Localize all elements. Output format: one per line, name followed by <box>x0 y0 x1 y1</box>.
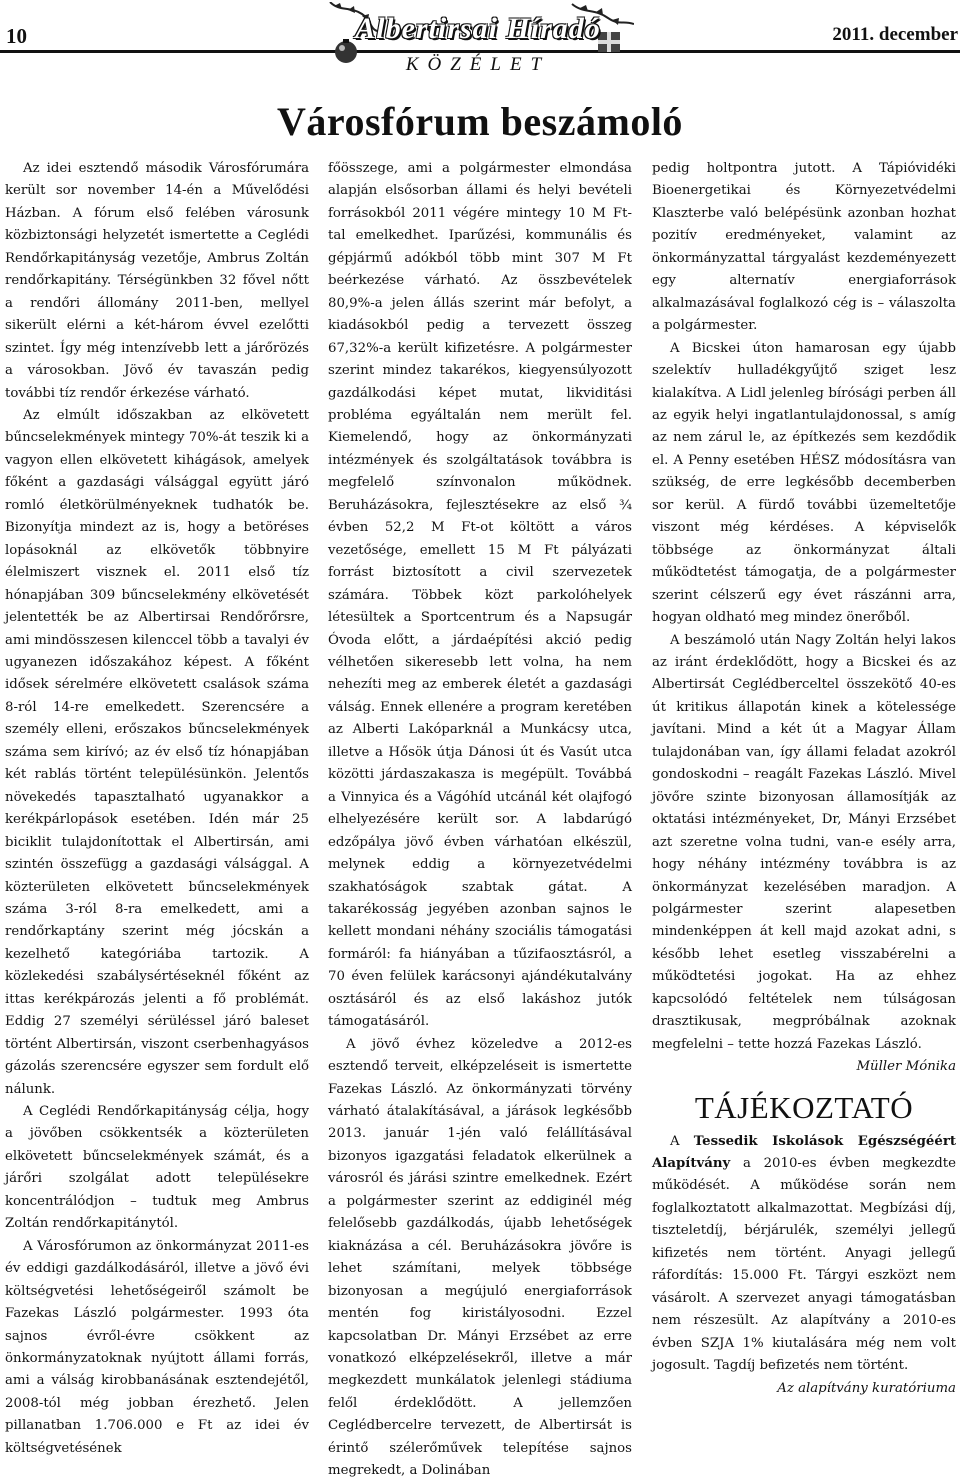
notice-text: a 2010-es évben megkezdte működését. A működése során nem foglalkoztatott alkalmazottat. Megbízási díj, tiszteletdíj, bérjárulék, személyi jellegű kifizetés nem történt. Anyagi jellegű ráfordítás: 15.000 Ft. Tárgyi eszközt nem vásárolt. A szervezet anyagi támogatásban nem részesült. Az alapítvány a 2010-es évben SZJA 1% kiutalására még nem volt jogosult. Tagdíj befizetés nem történt. <box>652 1156 956 1374</box>
article-paragraph: A Városfórumon az önkormányzat 2011-es év eddigi gazdálkodásáról, illetve a jövő évi költségvetési lehetőségeiről számolt be Fazekas László polgármester. 1993 óta sajnos évről-évre csökkent az önkormányzatoknak nyújtott állami forrás, ami a válság kirobbanásának esztendejétől, 2008-tól még jobban érezhető. Jelen pillanatban 1.706.000 e Ft az idei év költségvetésének <box>5 1238 309 1456</box>
article-paragraph: Az elmúlt időszakban az elkövetett bűncselekmények mintegy 70%-át teszik ki a vagyon ellen elkövetett kihágások, amelyek főként a gazdasági válsággal együtt járó romló életkörülményeknek tudhatók be. Bizonyítja mindezt az is, hogy a betöréses lopásoknál az elkövetők többnyire élelmiszert visznek el. 2011 első tíz hónapjában 309 bűncselekmény elkövetését jelentették be az Albertirsai Rendőrőrsre, ami mindösszesen kilenccel több a tavalyi év ugyanezen időszakához képest. A főként idősek sérelmére elkövetett csalások száma 8-ról 14-re emelkedett. Szerencsére a személy elleni, erőszakos bűncselekmények száma sem kirívó; az év első tíz hónapjában két rablás történt településünkön. Jelentős növekedés tapasztalható ugyanakkor a kerékpárlopások esetében. Idén már 25 biciklit tulajdonítottak el Albertirsán, ami szintén összefügg a gazdasági válsággal. A közterületen elkövetett bűncselekmények száma 3-ról 8-ra emelkedett, ami a rendőrkaptány szerint még jócskán a kezelhető kategóriába tartozik. A közlekedési szabálysértéseknél főként az ittas kerékpározás jelenti a fő problémát. Eddig 27 személyi sérüléssel járó baleset történt Albertirsán, viszont cserbenhagyásos gázolás szerencsére egyszer sem fordult elő nálunk. <box>5 407 309 1097</box>
notice-box <box>652 1089 956 1400</box>
article-author: Müller Mónika <box>856 1059 956 1075</box>
article-title: Városfórum beszámoló <box>277 99 683 144</box>
article-paragraph: A Bicskei úton hamarosan egy újabb szelektív hulladékgyűjtő sziget lesz kialakítva. A Lidl jelenleg bírósági perben áll az egyik helyi ingatlantulajdonossal, s amíg az nem zárul le, az építkezés sem kezdődik el. A Penny esetében HÉSZ módosításra van szükség, de erre legkésőbb decemberben sor kerül. A fürdő további üzemeltetője viszont még kérdéses. A képviselők többsége az önkormányzat általi működtetést támogatja, de a polgármester szerint célszerű egy évet rászánni arra, hogyan oldható meg mindez önerőből. <box>652 340 956 626</box>
notice-body <box>652 1131 956 1378</box>
section-label: KÖZÉLET <box>405 54 551 75</box>
issue-date: 2011. december <box>832 24 958 45</box>
notice-title: TÁJÉKOZTATÓ <box>694 1089 914 1125</box>
notice-lead: A <box>670 1133 680 1149</box>
article-column-2 <box>328 158 632 1483</box>
article-column-1 <box>5 158 309 1460</box>
page-header <box>0 0 960 86</box>
notice-org-name: Tessedik Iskolások Egészségéért Alapítvány <box>652 1133 956 1172</box>
article-paragraph: Az idei esztendő második Városfórumára került sor november 14-én a Művelődési Házban. A fórum első felében városunk közbiztonsági helyzetét ismertette a Ceglédi Rendőrkapitányság vezetője, Ambrus Zoltán rendőrkapitány. Térségünkben 32 fővel nőtt a rendőri állomány 2011-ben, mellyel sikerült elérni a két-három évvel ezelőtti szintet. Így még intenzívebb lett a járőrözés a városokban. Jövő év tavaszán pedig további tíz rendőr érkezése várható. <box>5 161 309 401</box>
notice-signature: Az alapítvány kuratóriuma <box>777 1380 956 1396</box>
article-paragraph: A Ceglédi Rendőrkapitányság célja, hogy a jövőben csökkentsék a közterületen elkövetett bűncselekmények számát, és a járőri szolgálat adott településekre koncentrálódjon – tudtuk meg Ambrus Zoltán rendőrkapitánytól. <box>5 1104 309 1232</box>
masthead-title: Albertirsai Híradó <box>355 12 601 45</box>
article-paragraph: A jövő évhez közeledve a 2012-es esztendő terveit, elképzeléseit is ismertette Fazekas László. Az önkormányzati törvény várható átalakításával, a járások legkésőbb 2013. január 1-jén való felállításával bizonyos igazgatási feladatok elkerülnek a városról és járási szintre emelkednek. Ezért a polgármester szerint az eddiginél még felelősebb gazdálkodás, újabb lehetőségek kiaknázása a cél. Beruházásokra jövőre is lehet számítani, melyek többsége bizonyosan a megújuló energiaforrások mentén fog kiristályosodni. Ezzel kapcsolatban Dr. Mányi Erzsébet az erre vonatkozó elképzelésekről, illetve a már megkezdett munkálatok jelenlegi stádiuma felől érdeklődött. A jellemzően Ceglédbercelre tervezett, de Albertirsát is érintő szélerőművek telepítése sajnos megrekedt, a Dolinában <box>328 1036 632 1479</box>
article-paragraph: pedig holtpontra jutott. A Tápióvidéki Bioenergetikai és Környezetvédelmi Klaszterbe való belépésünk azonban hozhat pozitív eredményeket, valamint az önkormányzattal tárgyalást kezdeményezett egy alternatív energiaforrások alkalmazásával foglalkozó cég is – válaszolta a polgármester. <box>652 161 956 334</box>
article-paragraph: A beszámoló után Nagy Zoltán helyi lakos az iránt érdeklődött, hogy a Bicskei és az Albertirsát Ceglédberceltel összekötő 40-es út kritikus állapotán kinek a kötelessége javítani. Mind a két út a Magyar Állam tulajdonában van, így állami feladat azokról gondoskodni – reagált Fazekas László. Mivel jövőre szinte bizonyosan államosítják az oktatási intézményeket, Dr, Mányi Erzsébet azt szeretne volna tudni, van-e esély arra, hogy néhány intézmény továbbra is az önkormányzat kezelésében maradjon. A polgármester szerint alapesetben mindenképpen át kell majd azokat adni, s később lehet esetleg visszabérelni a működtetési jogokat. Ha az ehhez kapcsolódó feltételek nem túlságosan drasztikusak, megpróbálnak azoknak megfelelni – tette hozzá Fazekas László. <box>652 632 956 1052</box>
page-number: 10 <box>6 24 27 48</box>
masthead <box>322 2 634 86</box>
article-column-3 <box>652 158 956 1400</box>
article-paragraph: főösszege, ami a polgármester elmondása alapján elsősorban állami és helyi bevételi forrásokból 2011 végére mintegy 10 M Ft-tal emelkedhet. Iparűzési, kommunális és gépjármű adókból több mint 307 M Ft beérkezése várható. Az összbevételek 80,9%-a jelen állás szerint már befolyt, a kiadásokból pedig a tervezett összeg 67,32%-a került kifizetésre. A polgármester szerint mindez takarékos, kiegyensúlyozott gazdálkodási képet mutat, likviditási probléma egyáltalán nem merült fel. Kiemelendő, hogy az önkormányzati intézmények és szolgáltatások továbbra is megfelelő színvonalon működnek. Beruházásokra, fejlesztésekre az első ¾ évben 52,2 M Ft-ot költött a város vezetősége, emellett 15 M Ft pályázati forrást biztosított a civil szervezetek számára. Többek közt parkolóhelyek létesültek a Sportcentrum és a Napsugár Óvoda előtt, a járdaépítési akció pedig vélhetően sikeresebb lett volna, ha nem nehezíti meg az emberek életét a gazdasági válság. Ennek ellenére a program keretében az Alberti Lakóparknál a Munkácsy utca, illetve a Hősök útja Dánosi út és Vasút utca közötti járdaszakasza is megépült. Továbbá a Vinnyica és a Vágóhíd utcánál két olajfogó elhelyezésére került sor. A labdarúgó edzőpálya jövő évben várhatóan elkészül, melynek eddig a környezetvédelmi szakhatóságok szabtak gátat. A takarékosság jegyében azonban sajnos le kellett mondani néhány szociális támogatási formáról: fa hiányában a tűzifaosztásról, a 70 éven felülek karácsonyi ajándékutalvány osztásáról és az első lakáshoz jutók támogatásáról. <box>328 161 632 1030</box>
